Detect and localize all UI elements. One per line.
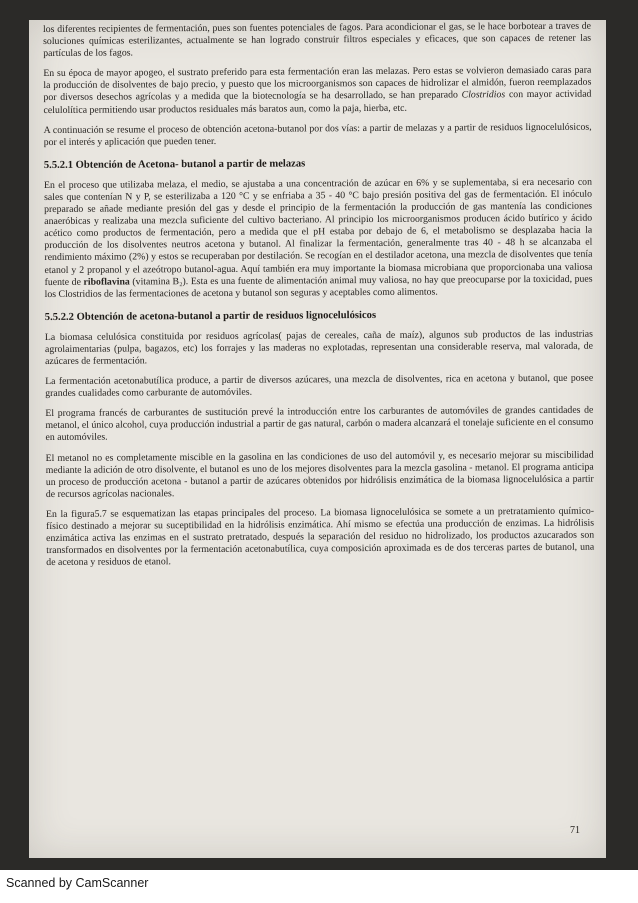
paragraph-melazas-history — [43, 65, 591, 117]
document-page — [29, 20, 606, 858]
paragraph-programa-frances: El programa francés de carburantes de sustitución prevé la introducción entre los carburantes de automóviles de grandes cantidades de metanol, el único alcohol, cuya producción industrial a partir de gas natural, carbón o madera alcanzará el tonelaje suficiente en el consumo en automóviles. — [45, 404, 594, 444]
paragraph-summary: A continuación se resume el proceso de obtención acetona-butanol por dos vías: a partir de melazas y a partir de residuos lignocelulósicos, por el interés y aplicación que pueden tener. — [43, 121, 592, 148]
riboflavina-bold: riboflavina — [83, 276, 130, 288]
section-heading-melazas: 5.5.2.1 Obtención de Acetona- butanol a partir de melazas — [43, 158, 306, 171]
section-heading-lignocelulosicos: 5.5.2.2 Obtención de acetona-butanol a partir de residuos lignocelulósicos — [44, 309, 377, 323]
clostridios-italic: Clostridios — [461, 89, 506, 101]
paragraph-fermentacion: La fermentación acetonabutílica produce, a partir de diversos azúcares, una mezcla de disolventes, rica en acetona y butanol, que posee grandes cualidades como carburante de automóviles. — [45, 372, 594, 400]
paragraph-fagos: los diferentes recipientes de fermentación, pues son fuentes potenciales de fagos. Para acondicionar el gas, se le hace borbotear a traves de soluciones químicas esterilizantes, actualmente se han logrado construir filtros especiales y eficaces, que son capaces de retener las partículas de los fagos. — [43, 20, 592, 60]
paragraph-biomasa: La biomasa celulósica constituida por residuos agrícolas( pajas de cereales, caña de maíz), algunos sub productos de las industrias agrolaimentarias (pulpa, bagazos, etc) los forrajes y las maderas no explotadas, representan una considerable reserva, mal valorada, de azúcares de fermentación. — [44, 328, 594, 367]
page-content — [43, 21, 594, 578]
paragraph-figura: En la figura5.7 se esquematizan las etapas principales del proceso. La biomasa lignocelulósica se somete a un pretratamiento químico-físico destinado a mejorar su suceptibilidad en la hidrólisis enzimática. Ahí mismo se efectúa una producción de enzimas. La hidrólisis enzimática activa las enzimas en el sustrato pretratado, después la separación del residuo no hidrolizado, los productos azucarados son transformados en disolventes por la fermentación acetonabutílica, cuya composición aproximada es de dos terceras partes de butanol, una de acetona y residuos de etanol. — [45, 505, 595, 569]
paragraph-text: En su época de mayor apogeo, el sustrato preferido para esta fermentación eran las melazas. Pero estas se volvieron demasiado caras para la producción de disolventes de bajo precio, y puesto que los microorganismos son capaces de hidrolizar el almidón, fueron reemplazados por diversos desechos agrícolas y a medida que la biotecnología se ha desarrollado, se han preparado — [43, 64, 592, 104]
paragraph-melaza-process — [44, 176, 593, 300]
page-number: 71 — [570, 825, 580, 836]
scanner-watermark: Scanned by CamScanner — [6, 876, 149, 890]
paragraph-metanol: El metanol no es completamente miscible en la gasolina en las condiciones de uso del automóvil y, es necesario mejorar su miscibilidad mediante la adición de otro disolvente, el butanol es uno de los mejores disolventes para la mezcla gasolina - metanol. El programa anticipa un proceso de producción acetona - butanol a partir de azúcares obtenidos por hidrólisis enzimática de la biomasa lignocelulósica a partir de recursos agrícolas nacionales. — [45, 449, 594, 500]
paragraph-text: con mayor actividad celulolítica permitiendo usar productos residuales más baratos aun, como la paja, hierba, etc. — [43, 89, 592, 116]
paragraph-text: (vitamina B₂). Esta es una fuente de alimentación animal muy valiosa, no hay que preocuparse por la toxicidad, pues los Clostridios de las fermentaciones de acetona y butanol son seguras y aceptables como alimentos. — [44, 273, 593, 300]
paragraph-text: En el proceso que utilizaba melaza, el medio, se ajustaba a una concentración de azúcar en 6% y se suplementaba, si era necesario con sales que contenían N y P, se esterilizaba a 120 °C y se enfriaba a 35 - 40 °C bajo presión positiva del gas de fermentación. El inóculo preparado se añade mediante presión del gas y desde el principio de la fermentación la producción de gas mantenía las condiciones anaeróbicas y realizaba una mezcla suficiente del cultivo bacteriano. Al principio los microorganismos producen ácido butírico y ácido acético como productos de fermentación, pero a medida que el pH estaba por debajo de 6, el metabolismo se desplazaba hacia la producción de los disolventes neutros acetona y butanol. Al finalizar la fermentación, generalmente tras 40 - 48 h se alcanzaba el rendimiento máximo (2%) y estos se recuperaban por destilación. Se recogían en el destilador acetona, una mezcla de disolventes que tenía etanol y 2 propanol y el azeótropo butanol-agua. Aquí también era muy importante la biomasa microbiana que proporcionaba una valiosa fuente de — [43, 176, 593, 288]
